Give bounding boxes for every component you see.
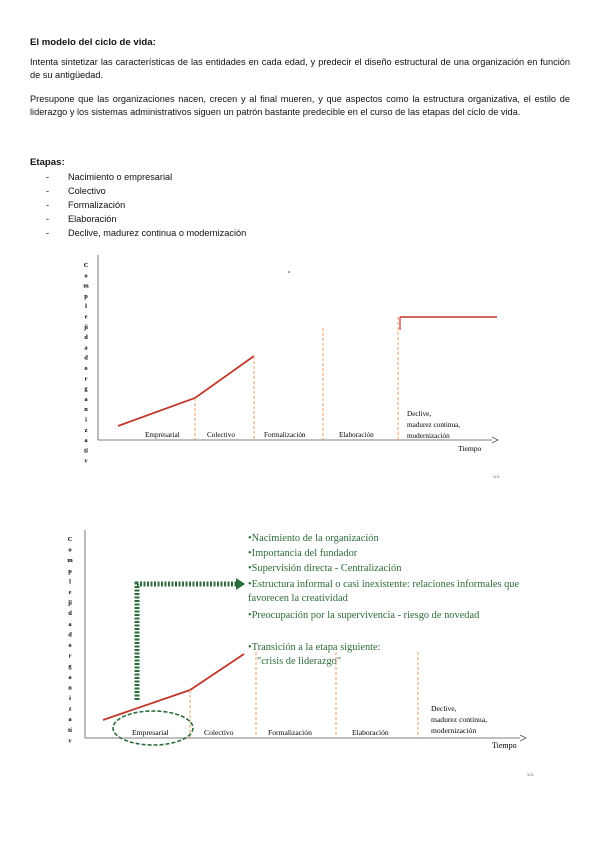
y-axis-letter: o [84,272,88,280]
x-axis-arrow [520,735,526,741]
stage-item: - Nacimiento o empresarial [40,170,246,184]
y-axis-letter: p [68,567,72,575]
y-axis-letter: o [68,546,72,554]
y-axis-letter: l [69,578,71,586]
dot-mark [288,271,290,273]
growth-curve [118,356,254,426]
y-axis-letter: ji [68,599,72,607]
y-axis-letter: n [84,406,88,414]
green-arrow-head [236,578,245,590]
last-stage-line: modernización [407,432,450,440]
y-axis-letter: o [84,365,88,372]
stage-label: Colectivo [207,431,235,439]
highlight-ellipse [113,711,193,745]
bullet-line: •Estructura informal o casi inexistente: relaciones informales que favorecen la creatividad [248,579,520,604]
section-title: El modelo del ciclo de vida: [30,37,156,48]
y-axis-letter: d [68,610,72,618]
y-axis-label-vertical [83,262,89,465]
crisis-label: "crisis de liderazgo" [257,656,342,667]
y-axis-letter: ti [84,447,88,455]
bullet-line: •Nacimiento de la organización [248,533,379,544]
stage-label: Colectivo [204,728,234,737]
bullet-line: •Supervisión directa - Centralización [248,563,402,574]
stage-item: - Colectivo [40,184,246,198]
green-dashed-arrow [137,584,238,700]
last-stage-line: modernización [431,726,477,735]
y-axis-letter: i [85,416,87,424]
stage-label: Formalización [268,728,312,737]
y-axis-letter: o [68,642,72,649]
y-axis-letter: ti [68,726,72,734]
x-axis-arrow [492,437,498,443]
y-axis-letter: C [83,262,89,269]
growth-curve [103,654,244,720]
last-stage-line: Declive, [407,410,432,418]
stage-label: Empresarial [132,728,169,737]
y-axis-letter: m [67,557,73,565]
x-axis-label: Tiempo [492,741,517,750]
y-axis-letter: a [68,673,72,681]
y-axis-letter: z [84,426,88,434]
bullet-line: •Transición a la etapa siguiente: [248,642,381,653]
stage-item: - Formalización [40,198,246,212]
y-axis-letter: g [68,663,72,671]
y-axis-letter: a [68,716,72,724]
y-axis-letter: z [68,705,72,713]
y-axis-letter: v [68,737,72,745]
y-axis-letter: p [84,292,88,300]
paragraph-2: Presupone que las organizaciones nacen, crecen y al final mueren, y que aspectos como la estructura organizativa, el estilo de liderazgo y los sistemas administrativos siguen un patrón bastante predecible en el curso de las etapas del ciclo de vida. [30,94,570,117]
paragraph-1: Intenta sintetizar las características de las entidades en cada edad, y predecir el diseño estructural de una organización en función de su antigüedad. [30,57,570,80]
stage-label: Elaboración [339,431,374,439]
stage-label: Empresarial [145,431,180,439]
last-stage-line: madurez continua, [431,715,488,724]
stages-list [40,170,246,240]
y-axis-letter: r [84,375,88,383]
y-axis-letter: e [68,589,72,596]
y-axis-letter: m [83,282,89,290]
y-axis-letter: a [84,344,88,352]
y-axis-letter: e [84,313,88,321]
y-axis-letter: a [84,395,88,403]
stages-heading: Etapas: [30,157,65,168]
last-stage-line: Declive, [431,704,457,713]
y-axis-letter: v [84,457,88,465]
bullet-line: •Importancia del fundador [248,548,358,559]
x-axis-label: Tiempo [458,444,482,453]
corner-mark: ঌ৯ [493,474,500,480]
last-stage-line: madurez continua, [407,421,461,429]
stage-label: Formalización [264,431,306,439]
y-axis-letter: l [85,303,87,311]
y-axis-letter: d [84,334,88,342]
y-axis-letter: i [69,695,71,702]
y-axis-letter: a [84,437,88,445]
stage-item: - Declive, madurez continua o modernización [40,226,246,240]
y-axis-letter: n [68,684,72,692]
y-axis-label-vertical [67,536,73,744]
bullet-line: •Preocupación por la supervivencia - riesgo de novedad [248,610,480,621]
stage-label: Elaboración [352,728,389,737]
stage-item: - Elaboración [40,212,246,226]
y-axis-letter: d [68,631,72,639]
y-axis-letter: ji [84,323,88,331]
y-axis-letter: g [84,385,88,393]
y-axis-letter: a [68,620,72,628]
y-axis-letter: d [84,354,88,362]
y-axis-letter: r [68,652,72,660]
y-axis-letter: C [67,536,73,543]
corner-mark: ঌ৯ [527,772,534,778]
